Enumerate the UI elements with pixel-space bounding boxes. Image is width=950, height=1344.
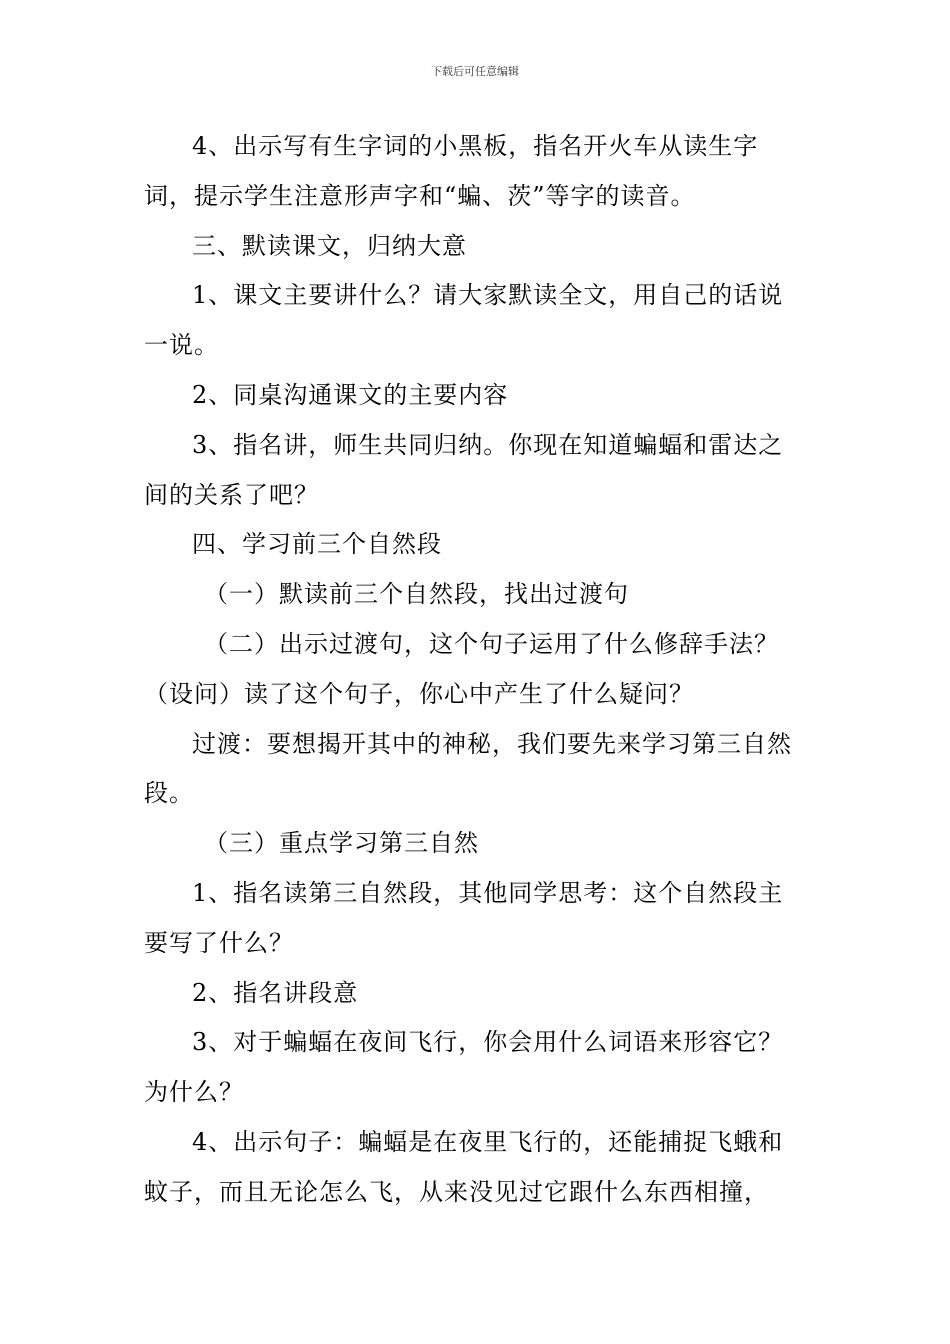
paragraph-9: 过渡：要想揭开其中的神秘，我们要先来学习第三自然段。 bbox=[144, 729, 792, 808]
paragraph-7: （一）默读前三个自然段，找出过渡句 bbox=[204, 580, 629, 609]
document-body bbox=[144, 122, 808, 1218]
paragraph-8: （二）出示过渡句，这个句子运用了什么修辞手法？（设问）读了这个句子，你心中产生了什么疑问？ bbox=[144, 629, 779, 708]
paragraph-1: 4、出示写有生字词的小黑板，指名开火车从读生字词，提示学生注意形声字和“蝙、茨”等字的读音。 bbox=[144, 132, 759, 210]
page-header: 下载后可任意编辑 bbox=[431, 65, 519, 78]
paragraph-11: 1、指名读第三自然段，其他同学思考：这个自然段主要写了什么？ bbox=[144, 878, 784, 957]
paragraph-5: 3、指名讲，师生共同归纳。你现在知道蝙蝠和雷达之间的关系了吧？ bbox=[144, 430, 784, 509]
paragraph-6: 四、学习前三个自然段 bbox=[192, 530, 442, 559]
paragraph-12: 2、指名讲段意 bbox=[192, 978, 359, 1007]
paragraph-14: 4、出示句子：蝙蝠是在夜里飞行的，还能捕捉飞蛾和蚊子，而且无论怎么飞，从来没见过它跟什么东西相撞， bbox=[144, 1127, 784, 1206]
paragraph-2: 三、默读课文，归纳大意 bbox=[192, 231, 467, 260]
paragraph-10: （三）重点学习第三自然 bbox=[204, 829, 479, 858]
paragraph-4: 2、同桌沟通课文的主要内容 bbox=[192, 380, 509, 409]
paragraph-3: 1、课文主要讲什么？请大家默读全文，用自己的话说一说。 bbox=[144, 281, 784, 360]
paragraph-13: 3、对于蝙蝠在夜间飞行，你会用什么词语来形容它？为什么？ bbox=[144, 1028, 784, 1107]
